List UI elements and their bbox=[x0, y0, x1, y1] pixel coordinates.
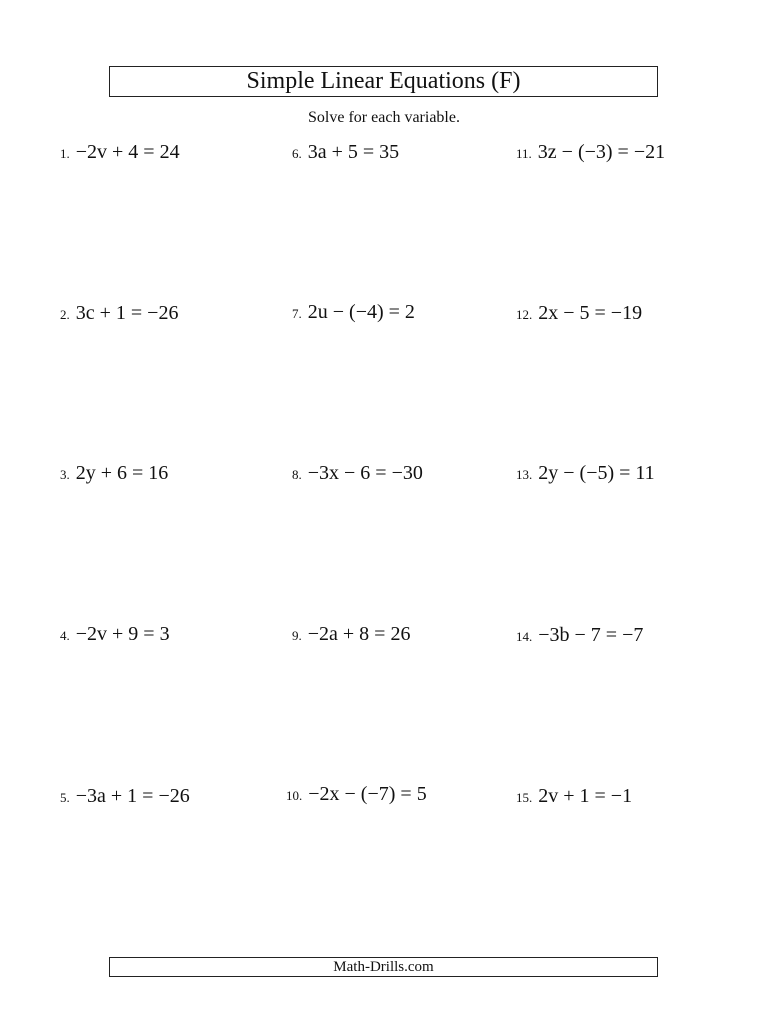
problem-equation: −2a + 8 = 26 bbox=[307, 623, 411, 645]
problem-equation: −2v + 9 = 3 bbox=[75, 623, 170, 645]
problem-number: 13. bbox=[516, 467, 533, 482]
problem-number: 4. bbox=[60, 628, 70, 643]
problem-8 bbox=[292, 462, 423, 488]
problem-equation: 3c + 1 = −26 bbox=[75, 302, 179, 324]
problem-number: 3. bbox=[60, 467, 70, 482]
problem-10 bbox=[286, 783, 427, 809]
problem-equation: 2x − 5 = −19 bbox=[538, 302, 643, 324]
problem-number: 2. bbox=[60, 307, 70, 322]
problem-number: 9. bbox=[292, 628, 302, 643]
footer bbox=[109, 957, 658, 977]
problem-equation: −3a + 1 = −26 bbox=[75, 785, 190, 807]
problem-4 bbox=[60, 623, 170, 649]
problem-7 bbox=[292, 301, 415, 327]
problem-equation: −2v + 4 = 24 bbox=[75, 141, 180, 163]
problem-15 bbox=[516, 785, 632, 811]
problem-12 bbox=[516, 302, 642, 328]
problem-number: 8. bbox=[292, 467, 302, 482]
problem-13 bbox=[516, 462, 655, 488]
instructions: Solve for each variable. bbox=[308, 109, 460, 126]
problem-number: 7. bbox=[292, 306, 302, 321]
problem-equation: 2v + 1 = −1 bbox=[538, 785, 633, 807]
problem-6 bbox=[292, 141, 399, 167]
problem-14 bbox=[516, 624, 643, 650]
problem-equation: 2u − (−4) = 2 bbox=[307, 301, 415, 323]
problem-number: 11. bbox=[516, 146, 532, 161]
problem-equation: −3x − 6 = −30 bbox=[307, 462, 423, 484]
problem-equation: 3z − (−3) = −21 bbox=[537, 141, 666, 163]
problem-number: 15. bbox=[516, 790, 533, 805]
worksheet-title-text: Simple Linear Equations (F) bbox=[246, 68, 521, 94]
problem-equation: 2y − (−5) = 11 bbox=[538, 462, 655, 484]
problem-number: 1. bbox=[60, 146, 70, 161]
problem-equation: −3b − 7 = −7 bbox=[538, 624, 644, 646]
problem-9 bbox=[292, 623, 410, 649]
problem-equation: 2y + 6 = 16 bbox=[75, 462, 169, 484]
problem-number: 14. bbox=[516, 629, 533, 644]
footer-link[interactable]: Math-Drills.com bbox=[333, 958, 434, 975]
problem-equation: 3a + 5 = 35 bbox=[307, 141, 400, 163]
problem-11 bbox=[516, 141, 665, 167]
problem-equation: −2x − (−7) = 5 bbox=[308, 783, 427, 805]
problem-number: 10. bbox=[286, 788, 303, 803]
problem-5 bbox=[60, 785, 190, 811]
problem-number: 6. bbox=[292, 146, 302, 161]
problem-1 bbox=[60, 141, 180, 167]
problem-3 bbox=[60, 462, 168, 488]
problem-number: 5. bbox=[60, 790, 70, 805]
problem-2 bbox=[60, 302, 178, 328]
problem-number: 12. bbox=[516, 307, 533, 322]
worksheet-title bbox=[109, 66, 658, 97]
